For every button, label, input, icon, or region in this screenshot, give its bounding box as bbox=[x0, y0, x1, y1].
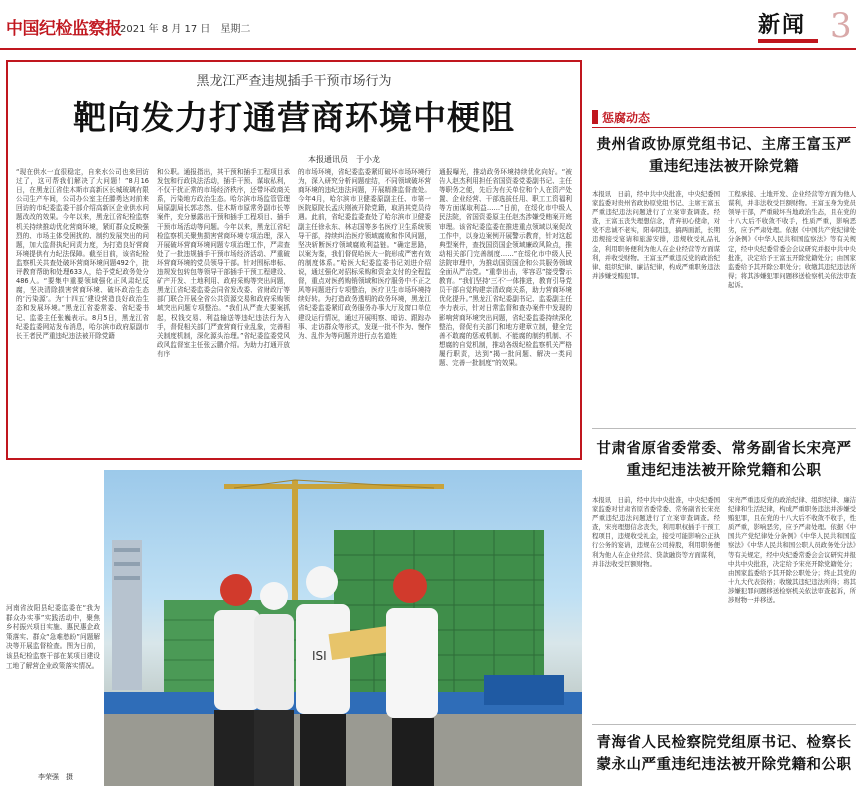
tag-label: 惩腐动态 bbox=[602, 111, 651, 125]
lead-column bbox=[298, 168, 431, 452]
news-photo[interactable] bbox=[104, 470, 582, 786]
lead-paragraph: 通报曝光，推动政务环境持续优化向好。“被告人赵杰利用担任省国资委党委副书记、主任等职务之便，先后为有关单位和个人在资产处置、企业经营、干部选拔任用、职工工资福利等方面谋取利益……”日前，在绥化市中级人民法院，省国资委原主任赵杰涉嫌受贿案开庭审理。该省纪委监委在推进重点领域以案促改工作中，以身边案例开展警示教育，针对这起典型案件，查找国资国企领域廉政风险点，推动相关部门完善制度……”在绥化市中级人民法院审理中，为推动国资国企和公共服务领域全面从严治党。“重拳出击，零容忍”接受警示教育。“我们坚持‘三不’一体推进，教育引导党员干部自觉构建亲清政商关系，助力营商环境优化提升。”黑龙江省纪委副书记、监委副主任李力表示，针对日常监督和查办案件中发现的影响营商环境突出问题，省纪委监委持续深化整治，督促有关部门和地方建章立制，健全完善不敢腐的惩戒机制、不能腐的制约机制、不想腐的自觉机制，推动各级纪检监察机关严格履行职责，达到“揭一批问题、解决一类问题、完善一批制度”的效果。 bbox=[439, 168, 572, 367]
photo-credit: 李荣强 摄 bbox=[38, 773, 73, 781]
article-column: 本报讯 日前，经中共中央批准，中央纪委国家监委对甘肃省原省委常委、常务副省长宋亮严重违纪违法问题进行了立案审查调查。经查，宋亮理想信念丧失，利用职权插手干预工程项目，违规收受礼金，接受可能影响公正执行公务的宴请，违规在公司持股，利用职务便利为他人在企业经营、贷款融资等方面谋利，并非法收受巨额财物。 bbox=[592, 496, 720, 568]
column-tag bbox=[592, 108, 856, 128]
lead-column bbox=[16, 168, 149, 452]
article-headline[interactable]: 贵州省政协原党组书记、主席王富玉严重违纪违法被开除党籍 bbox=[596, 136, 852, 175]
article-column: 本报讯 日前，经中共中央批准，中央纪委国家监委对贵州省政协原党组书记、主席王富玉严重违纪违法问题进行了立案审查调查。经查，王富玉丧失理想信念，背弃初心使命，对党不忠诚不老实，阳奉阴违，搞两面派，长期违规接受宴请和旅游安排，违规收受礼品礼金，利用职务便利为他人在企业经营等方面谋利，并收受财物。王富玉严重违反党的政治纪律、组织纪律、廉洁纪律，构成严重职务违法并涉嫌受贿犯罪。 bbox=[592, 190, 720, 280]
article-divider bbox=[592, 428, 856, 429]
shirt-number: ISI bbox=[312, 649, 327, 663]
article-divider bbox=[592, 724, 856, 725]
lead-byline: 本报通讯员 于小龙 bbox=[308, 155, 380, 164]
photo-caption: 河南省汝阳县纪委监委在“我为群众办实事”实践活动中，聚焦乡村振兴项目实施、惠民惠企政策落实、群众“急难愁盼”问题解决等开展监督检查。图为日前，该县纪检监察干部在某项目建设工地了解营企业政策落实情况。 bbox=[6, 604, 100, 670]
lead-paragraph: “现在供水一直很稳定，自来水公司也来回访过了，这可帮我们解决了大问题！”8月16日，在黑龙江省佳木斯市高新区长城玻璃有限公司生产车间，公司办公室主任滕勇达对前来回访的市纪委监委干部介绍高新区企业供水问题改改的效果。今年以来，黑龙江省纪检监察机关持续推动优化营商环境，紧盯群众反映强烈的、市场主体受困扰的、制约发展突出的问题，加大监督执纪问责力度，为打造良好营商环境提供有力纪法保障。截至目前，该省纪检监察机关共查处破坏营商环境问题492个，批评教育帮助和处理633人，给予党纪政务处分486人。“要集中重要领域强化正风肃纪反腐，坚决清除损害营商环境、破坏政治生态的‘污染源’。为‘十四五’建设营造良好政治生态和发展环境。”黑龙江省委常委、省纪委书记、监委主任张巍表示。8月5日，黑龙江省纪委监委网站发布消息，哈尔滨市政府原副市长王者民严重违纪违法被开除党籍 bbox=[16, 168, 149, 340]
lead-column bbox=[439, 168, 572, 452]
page-number: 3 bbox=[830, 6, 852, 46]
article-column: 工程承接、土地开发、企业经营等方面为他人谋利，并非法收受巨额财物。王富玉身为党员领导干部，严重破坏当地政治生态，且在党的十八大后不收敛不收手，性质严重，影响恶劣，应予严肃处理。依据《中国共产党纪律处分条例》《中华人民共和国监察法》等有关规定，经中央纪委常委会会议研究并报中共中央批准，决定给予王富玉开除党籍处分；由国家监委给予其开除公职处分；收缴其违纪违法所得；将其涉嫌犯罪问题移送检察机关依法审查起诉。 bbox=[728, 190, 856, 289]
lead-headline[interactable]: 靶向发力打通营商环境中梗阻 bbox=[73, 98, 515, 137]
lead-paragraph: 和公职。通报指出，其干预和插手工程项目承发包和行政执法活动，插手干预、谋取私利，不仅干扰正常的市场经济秩序，还带坏政商关系，污染地方政治生态。哈尔滨市场监管管理局原副局长郭志然、佳木斯市原常务副市长等案件，充分暴露出干预和插手工程项目、插手干预市场活动等问题。今年以来，黑龙江省纪检监察机关聚焦损害营商环境专项治理，深入开展破坏营商环境问题专项治理工作，严肃查处了一批违规插手干预市场经济活动、严重破坏营商环境的党员领导干部。针对围标串标、违规发包转包等领导干部插手干预工程建设、矿产开发、土地利用、政府采购等突出问题，黑龙江省纪委监委会同省发改委、省财政厅等部门联合开展全省公共资源交易和政府采购领域突出问题专项整治。“我们从严查大要案抓起，权钱交易、利益输送等违纪违法行为入手，督促相关部门严查营商行业乱象，完善相关制度机制，深化源头治理。”省纪委监委党风政风监督室主任张云鹏介绍。为助力打通开放有序 bbox=[157, 168, 290, 358]
tag-marker bbox=[592, 110, 598, 124]
article-headline[interactable]: 甘肃省原省委常委、常务副省长宋亮严重违纪违法被开除党籍和公职 bbox=[596, 440, 852, 479]
newspaper-logo: 中国纪检监察报 bbox=[6, 19, 122, 39]
construction-site-illustration bbox=[104, 470, 582, 786]
lead-body bbox=[16, 168, 572, 452]
lead-kicker: 黑龙江严查违规插手干预市场行为 bbox=[196, 74, 392, 89]
article-body bbox=[592, 190, 856, 390]
article-column: 宋亮严重违反党的政治纪律、组织纪律、廉洁纪律和生活纪律，构成严重职务违法并涉嫌受贿犯罪，且在党的十八大后不收敛不收手，性质严重，影响恶劣，应予严肃处理。依据《中国共产党纪律处分条例》《中华人民共和国监察法》《中华人民共和国公职人员政务处分法》等有关规定，经中央纪委常委会会议研究并报中共中央批准，决定给予宋亮开除党籍处分；由国家监委给予其开除公职处分；终止其党的十九大代表资格；收缴其违纪违法所得；将其涉嫌犯罪问题移送检察机关依法审查起诉，所涉财物一并移送。 bbox=[728, 496, 856, 605]
article-body bbox=[592, 496, 856, 714]
top-rule-divider bbox=[0, 48, 856, 50]
tag-rule bbox=[592, 127, 856, 128]
section-underline bbox=[758, 39, 818, 43]
lead-paragraph: 的市场环境，省纪委监委紧盯破坏市场环境行为，深入研究分析问题症结，不同领域破坏营商环境的违纪违法问题，开展精准监督查处。今年4月，哈尔滨市卫健委原副主任、市第一医院原院长孟庆刚被开除党籍，取消其党员待遇。此前，省纪委监委查处了哈尔滨市卫健委副主任徐永东、林志国等多名医疗卫生系统领导干部，持续纠治医疗领域腐败和作风问题，坚决斩断医疗领域腐败利益链。“确定思路，以案为鉴，我们督促哈医大一院形成严密有效的制度体系。”哈医大纪委监委书记刘进介绍说，通过强化对招标采购和资金支付的全程监督，重点对医药购销领域和医疗服务中不正之风等问题进行专项整治，医疗卫生市场环境持续好转。为打造政务透明的政务环境，黑龙江省纪委监委紧盯政务服务办事大厅及窗口单位建设运行情况，通过开展明察、暗访、跟踪办事、走访群众等形式，发现一批不作为、慢作为、乱作为等问题并进行点名道姓 bbox=[298, 168, 431, 340]
dateline: 2021 年 8 月 17 日 星期二 bbox=[120, 24, 251, 35]
section-title: 新闻 bbox=[758, 12, 807, 38]
lead-column bbox=[157, 168, 290, 452]
article-headline[interactable]: 青海省人民检察院党组原书记、检察长蒙永山严重违纪违法被开除党籍和公职 bbox=[596, 734, 852, 773]
right-column bbox=[592, 60, 856, 786]
lead-article[interactable] bbox=[6, 60, 582, 460]
masthead bbox=[0, 0, 856, 52]
